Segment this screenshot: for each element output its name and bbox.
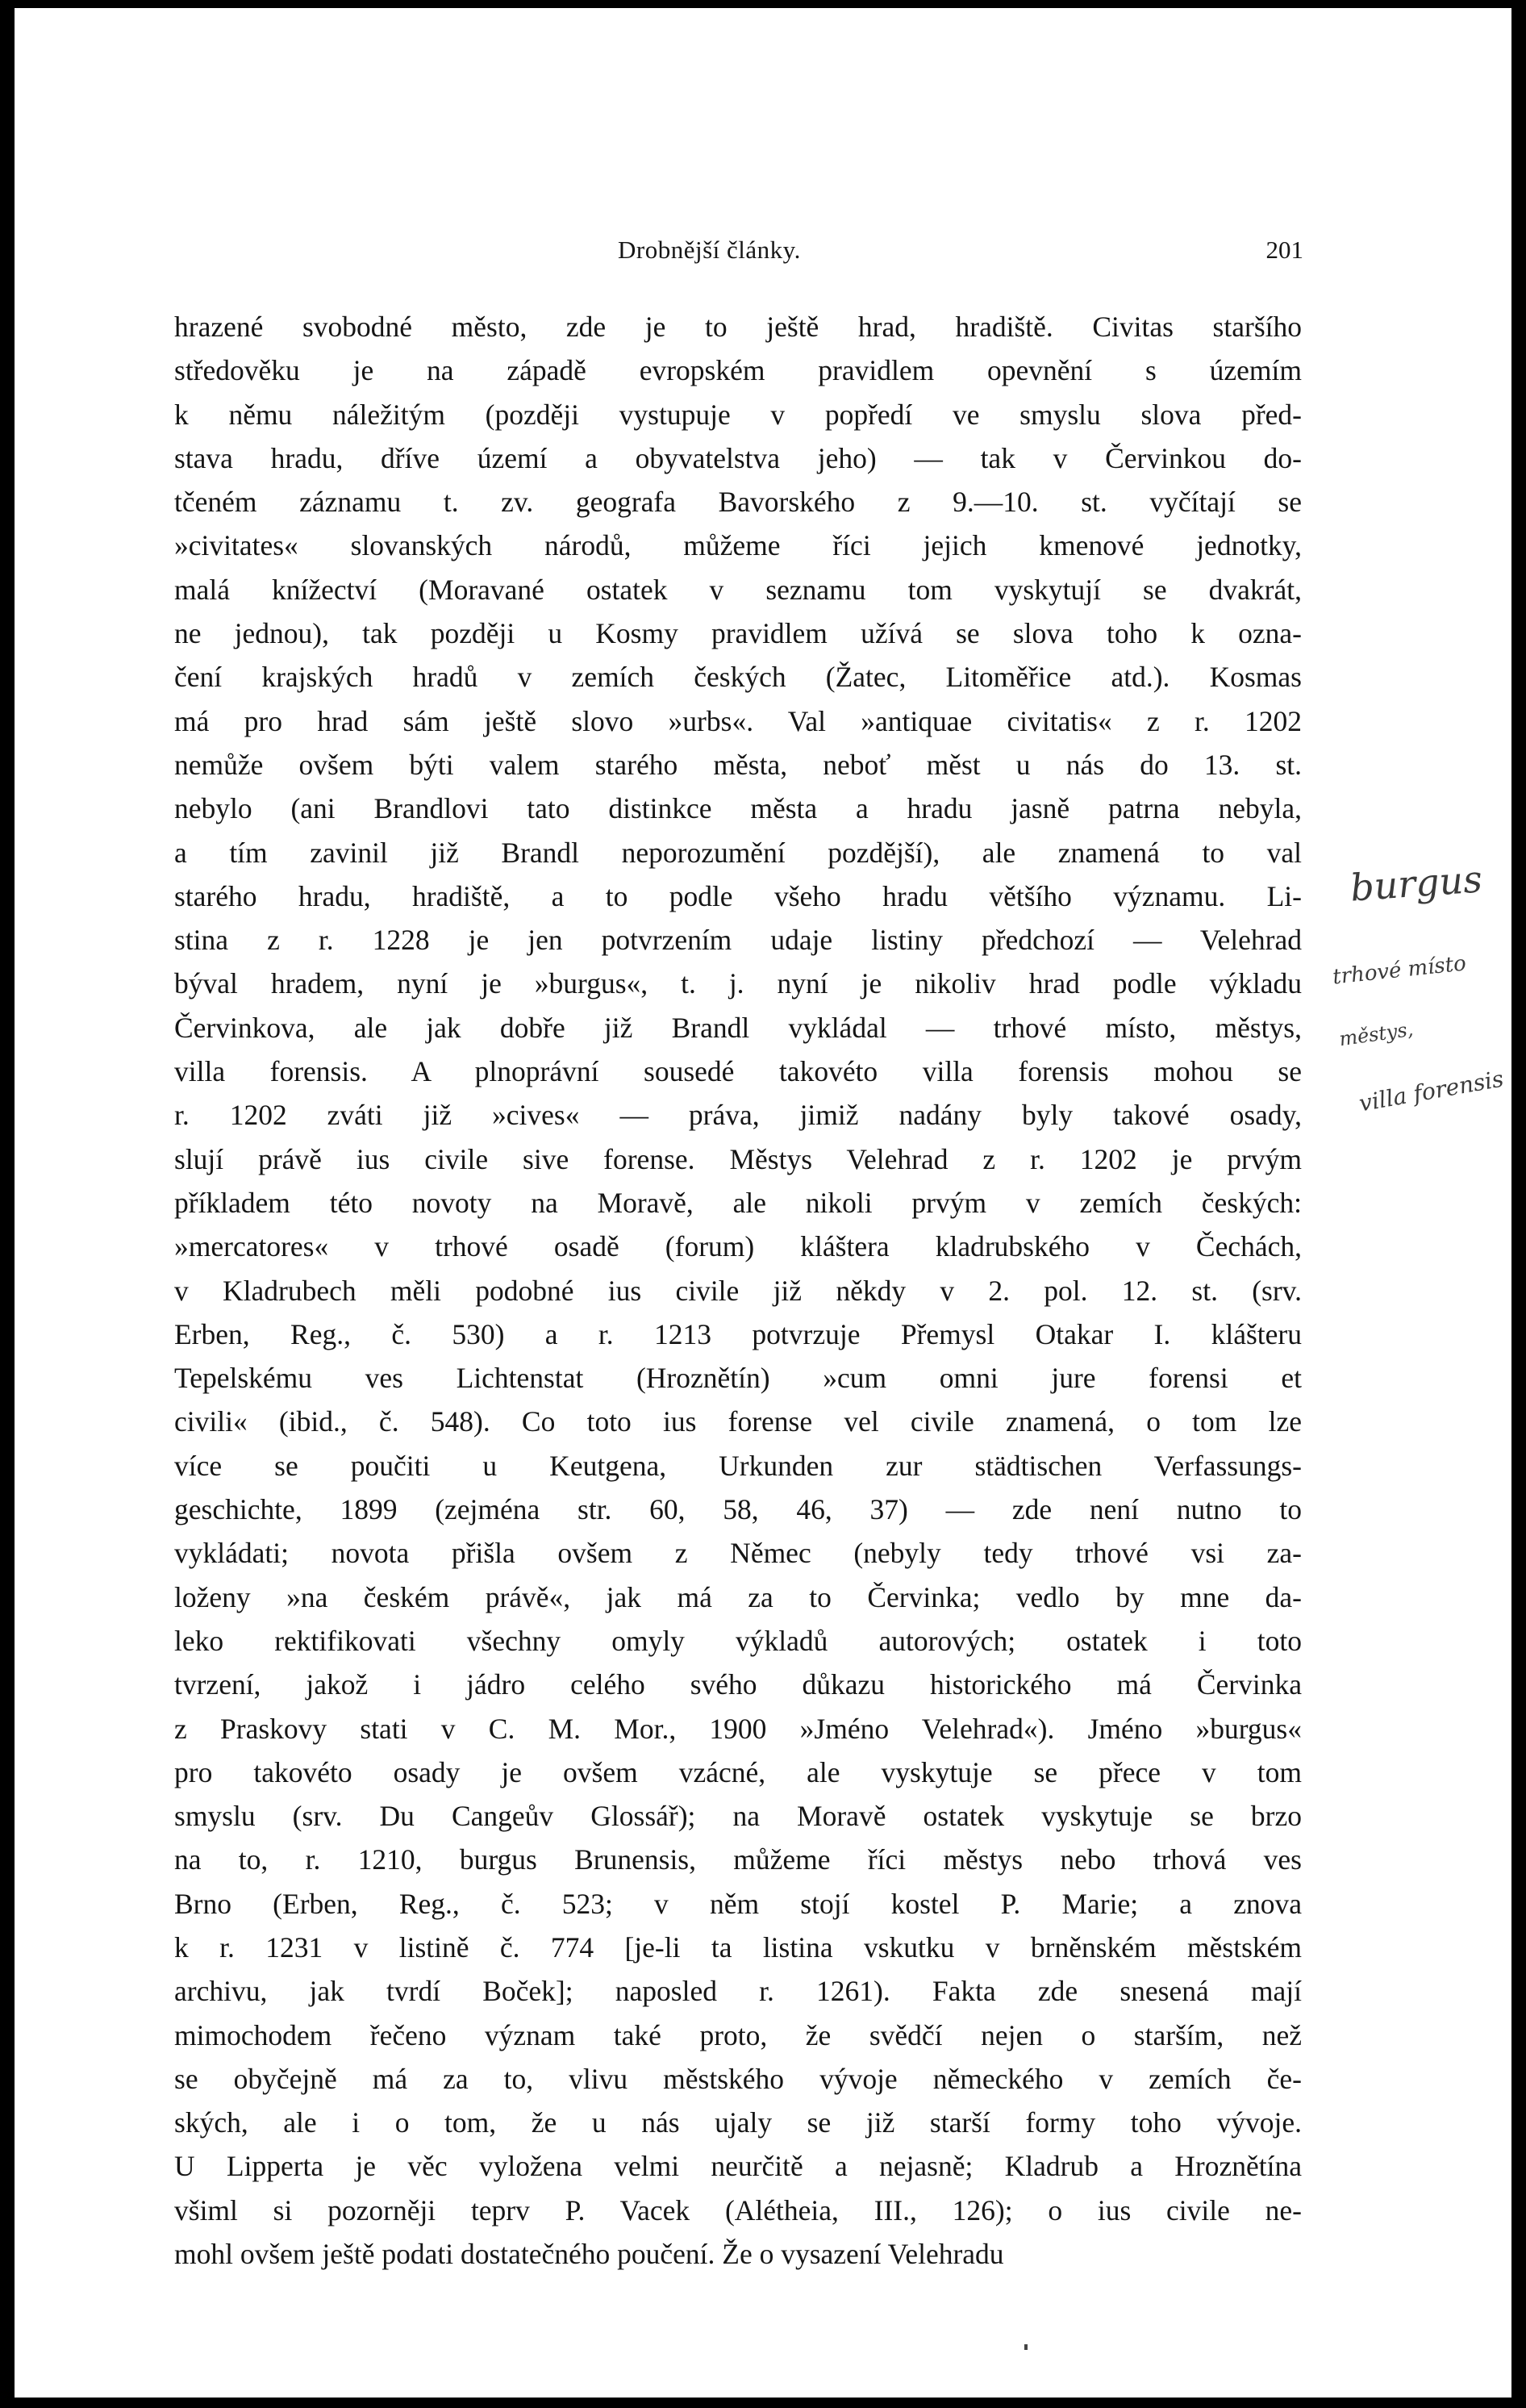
text-line: vykládati; novota přišla ovšem z Němec (nebyly tedy trhové vsi za- (174, 1537, 1302, 1570)
text-line: nebylo (ani Brandlovi tato distinkce města a hradu jasně patrna nebyla, (174, 792, 1302, 825)
header-title: Drobnější články. (618, 236, 801, 264)
text-line: civili« (ibid., č. 548). Co toto ius forense vel civile znamená, o tom lze (174, 1405, 1302, 1438)
text-line: ne jednou), tak později u Kosmy pravidlem užívá se slova toho k ozna- (174, 617, 1302, 650)
text-line: archivu, jak tvrdí Boček]; naposled r. 1261). Fakta zde snesená mají (174, 1975, 1302, 2008)
text-line: starého hradu, hradiště, a to podle všeho hradu většího významu. Li- (174, 879, 1302, 912)
text-line: hrazené svobodné město, zde je to ještě hrad, hradiště. Civitas staršího (174, 311, 1302, 343)
text-line: »mercatores« v trhové osadě (forum) kláštera kladrubského v Čechách, (174, 1230, 1302, 1263)
text-line: na to, r. 1210, burgus Brunensis, můžeme říci městys nebo trhová ves (174, 1843, 1302, 1876)
page-number: 201 (1265, 236, 1303, 264)
text-line: má pro hrad sám ještě slovo »urbs«. Val »antiquae civitatis« z r. 1202 (174, 704, 1302, 737)
margin-note: villa forensis (1357, 1065, 1506, 1117)
text-line: villa forensis. A plnoprávní sousedé takovéto villa forensis mohou se (174, 1055, 1302, 1088)
running-header (618, 236, 1303, 268)
text-line: slují právě ius civile sive forense. Městys Velehrad z r. 1202 je prvým (174, 1142, 1302, 1175)
scanned-page (15, 8, 1511, 2398)
body-text (174, 305, 1302, 2276)
text-line: k němu náležitým (později vystupuje v popředí ve smyslu slova před- (174, 398, 1302, 431)
text-line: smyslu (srv. Du Cangeův Glossář); na Moravě ostatek vyskytuje se brzo (174, 1800, 1302, 1833)
text-line: tvrzení, jakož i jádro celého svého důkazu historického má Červinka (174, 1668, 1302, 1701)
text-line: středověku je na západě evropském pravidlem opevnění s územím (174, 354, 1302, 387)
text-line: a tím zavinil již Brandl neporozumění pozdější), ale znamená to val (174, 836, 1302, 869)
text-line: příkladem této novoty na Moravě, ale nikoli prvým v zemích českých: (174, 1186, 1302, 1219)
text-line: stava hradu, dříve území a obyvatelstva jeho) — tak v Červinkou do- (174, 441, 1302, 474)
text-line: »civitates« slovanských národů, můžeme říci jejich kmenové jednotky, (174, 529, 1302, 562)
text-line: ských, ale i o tom, že u nás ujaly se již starší formy toho vývoje. (174, 2106, 1302, 2139)
text-line: Tepelskému ves Lichtenstat (Hroznětín) »cum omni jure forensi et (174, 1362, 1302, 1395)
text-line: býval hradem, nyní je »burgus«, t. j. nyní je nikoliv hrad podle výkladu (174, 967, 1302, 1000)
text-line: nemůže ovšem býti valem starého města, neboť měst u nás do 13. st. (174, 748, 1302, 781)
text-line: tčeném záznamu t. zv. geografa Bavorského z 9.—10. st. vyčítají se (174, 486, 1302, 519)
margin-note: trhové místo (1331, 951, 1468, 990)
text-line: všiml si pozorněji teprv P. Vacek (Alétheia, III., 126); o ius civile ne- (174, 2193, 1302, 2226)
text-line: stina z r. 1228 je jen potvrzením udaje listiny předchozí — Velehrad (174, 924, 1302, 957)
text-line: mohl ovšem ještě podati dostatečného poučení. Že o vysazení Velehradu (174, 2238, 1004, 2271)
text-line: více se poučiti u Keutgena, Urkunden zur städtischen Verfassungs- (174, 1449, 1302, 1482)
text-line: se obyčejně má za to, vlivu městského vývoje německého v zemích če- (174, 2062, 1302, 2095)
text-line: k r. 1231 v listině č. 774 [je-li ta listina vskutku v brněnském městském (174, 1930, 1302, 1964)
ink-speck (1024, 2344, 1028, 2350)
text-line: pro takovéto osady je ovšem vzácné, ale vyskytuje se přece v tom (174, 1755, 1302, 1788)
text-line: Brno (Erben, Reg., č. 523; v něm stojí kostel P. Marie; a znova (174, 1887, 1302, 1920)
text-line: v Kladrubech měli podobné ius civile již někdy v 2. pol. 12. st. (srv. (174, 1274, 1302, 1307)
text-line: malá knížectví (Moravané ostatek v seznamu tom vyskytují se dvakrát, (174, 573, 1302, 606)
margin-note: městys, (1337, 1017, 1415, 1051)
text-line: leko rektifikovati všechny omyly výkladů autorových; ostatek i toto (174, 1624, 1302, 1657)
text-line: čení krajských hradů v zemích českých (Žatec, Litoměřice atd.). Kosmas (174, 661, 1302, 694)
margin-note: burgus (1349, 857, 1484, 910)
text-line: Erben, Reg., č. 530) a r. 1213 potvrzuje Přemysl Otakar I. klášteru (174, 1317, 1302, 1350)
text-line: Červinkova, ale jak dobře již Brandl vykládal — trhové místo, městys, (174, 1011, 1302, 1044)
text-line: loženy »na českém právě«, jak má za to Červinka; vedlo by mne da- (174, 1580, 1302, 1613)
text-line: z Praskovy stati v C. M. Mor., 1900 »Jméno Velehrad«). Jméno »burgus« (174, 1712, 1302, 1745)
text-line: geschichte, 1899 (zejména str. 60, 58, 46, 37) — zde není nutno to (174, 1493, 1302, 1526)
text-line: U Lipperta je věc vyložena velmi neurčitě a nejasně; Kladrub a Hroznětína (174, 2150, 1302, 2183)
text-line: r. 1202 zváti již »cives« — práva, jimiž nadány byly takové osady, (174, 1099, 1302, 1132)
text-line: mimochodem řečeno význam také proto, že svědčí nejen o starším, než (174, 2018, 1302, 2051)
